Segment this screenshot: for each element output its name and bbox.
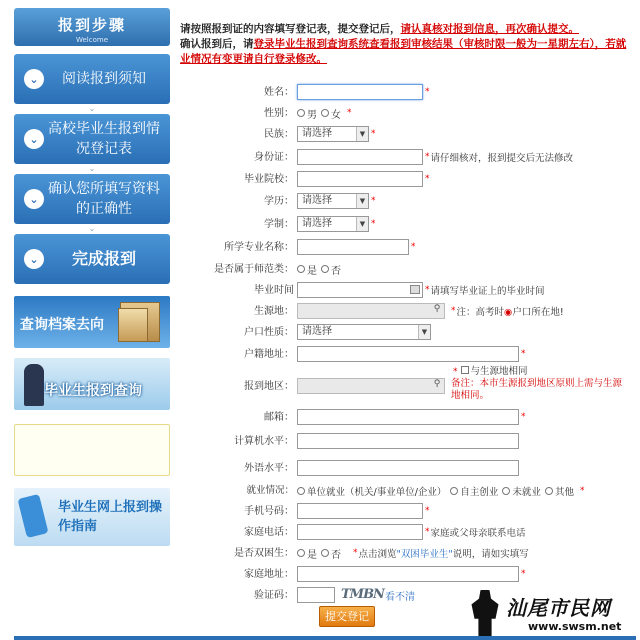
- employment-option-1[interactable]: [297, 484, 446, 498]
- chevron-down-icon: ▼: [356, 127, 368, 141]
- arrow-down-icon: ⌄: [88, 224, 96, 233]
- required-star: *: [425, 174, 430, 184]
- employment-label: 就业情况：: [246, 485, 294, 496]
- step-complete[interactable]: [14, 234, 170, 284]
- row-name: [176, 83, 430, 101]
- required-star: *: [411, 242, 416, 252]
- step-label: 完成报到: [71, 249, 136, 268]
- chevron-down-icon: ▼: [356, 217, 368, 231]
- required-star: *: [425, 285, 430, 295]
- step-label: 阅读报到须知: [62, 71, 146, 87]
- major-label: 所学专业名称：: [224, 242, 294, 253]
- homephone-input[interactable]: [297, 524, 423, 540]
- row-hukou-type: [176, 323, 431, 341]
- emp-opt1-label: 单位就业（机关/事业单位/企业）: [307, 487, 447, 498]
- required-star: *: [371, 196, 376, 206]
- mobile-input[interactable]: [297, 503, 423, 519]
- emp-opt2-label: 自主创业: [460, 487, 499, 498]
- sidebar-header-subtitle: Welcome: [75, 36, 109, 44]
- name-input[interactable]: [297, 84, 423, 100]
- school-input[interactable]: [297, 171, 423, 187]
- chevron-down-icon: ⌄: [24, 189, 44, 209]
- captcha-refresh-link[interactable]: 看不清: [385, 591, 415, 603]
- gender-male-label: 男: [307, 109, 317, 121]
- gradtime-input[interactable]: [297, 282, 423, 298]
- archive-query-banner[interactable]: [14, 296, 170, 348]
- required-star: *: [425, 152, 430, 162]
- row-homephone: [176, 523, 526, 541]
- chevron-down-icon: ⌄: [24, 129, 44, 149]
- required-star: *: [347, 108, 352, 118]
- row-major: [176, 238, 416, 256]
- calendar-icon[interactable]: [410, 285, 420, 294]
- arrow-down-icon: ⌄: [88, 104, 96, 113]
- gender-male-radio[interactable]: [297, 106, 317, 121]
- row-homeaddr: [176, 565, 526, 583]
- select-value: 请选择: [302, 326, 332, 337]
- required-star: *: [425, 506, 430, 516]
- degree-select[interactable]: [297, 193, 369, 209]
- row-idcard: [176, 148, 573, 166]
- search-icon[interactable]: ⚲: [433, 304, 441, 314]
- no-label: 否: [331, 265, 341, 277]
- step-label: 高校毕业生报到情况登记表: [48, 121, 160, 157]
- row-mobile: [176, 502, 430, 520]
- row-postcode: [176, 408, 526, 426]
- row-gender: [176, 104, 352, 122]
- ethnic-select[interactable]: [297, 126, 369, 142]
- idcard-input[interactable]: [297, 149, 423, 165]
- required-star: *: [425, 527, 430, 537]
- chevron-down-icon: ⌄: [24, 69, 44, 89]
- gender-label: 性别：: [264, 108, 294, 119]
- required-star: *: [579, 486, 585, 496]
- select-value: 请选择: [302, 218, 332, 229]
- search-icon[interactable]: ⚲: [433, 379, 441, 389]
- row-ethnic: [176, 125, 376, 143]
- normal-yes-radio[interactable]: [297, 262, 317, 277]
- chevron-down-icon: ⌄: [24, 249, 44, 269]
- same-origin-row: [451, 366, 631, 378]
- school-label: 毕业院校：: [244, 174, 294, 185]
- main-content: [176, 8, 636, 67]
- report-note: 备注：本市生源报到地区原则上需与生源地相同。: [451, 378, 623, 401]
- origin-note-a: 注：高考时: [456, 307, 505, 318]
- gradtime-label: 毕业时间: [254, 285, 294, 296]
- mobile-label: 手机号码：: [244, 506, 294, 517]
- banner-label: 毕业生报到查询: [44, 383, 142, 399]
- bottom-bar: [14, 636, 636, 640]
- guide-banner[interactable]: [14, 488, 170, 546]
- intro-warning: 请认真核对报到信息，再次确认提交。: [400, 23, 579, 35]
- no-label: 否: [331, 549, 341, 561]
- employment-option-3[interactable]: [502, 484, 541, 498]
- same-origin-checkbox[interactable]: [461, 366, 469, 374]
- homephone-label: 家庭电话：: [244, 527, 294, 538]
- employment-option-4[interactable]: [545, 484, 574, 498]
- step-confirm-info[interactable]: [14, 174, 170, 224]
- chevron-down-icon: ▼: [356, 194, 368, 208]
- empty-banner: [14, 424, 170, 476]
- major-input[interactable]: [297, 239, 409, 255]
- required-star: *: [521, 349, 526, 359]
- yes-label: 是: [307, 265, 317, 277]
- employment-option-2[interactable]: [450, 484, 498, 498]
- hardship-yes-radio[interactable]: [297, 546, 317, 561]
- row-language: [176, 459, 519, 477]
- duration-select[interactable]: [297, 216, 369, 232]
- select-value: 请选择: [302, 128, 332, 139]
- row-degree: [176, 192, 376, 210]
- site-watermark: [470, 590, 630, 638]
- ethnic-label: 民族：: [264, 129, 294, 140]
- hukou-addr-label: 户籍地址：: [244, 349, 294, 360]
- archive-box-icon: [118, 308, 148, 342]
- hukou-addr-input[interactable]: [297, 346, 519, 362]
- language-label: 外语水平：: [244, 463, 294, 474]
- row-origin: [176, 302, 564, 320]
- hukou-type-label: 户口性质：: [244, 327, 294, 338]
- report-area-label: 报到地区：: [244, 381, 294, 392]
- origin-note: 注：高考时◉户口所在地!: [456, 307, 564, 318]
- hardship-no-radio[interactable]: [321, 546, 341, 561]
- same-origin-label: 与生源地相同: [470, 366, 528, 377]
- origin-note-b: 户口所在地!: [512, 307, 564, 318]
- idcard-note: 请仔细核对，报到提交后无法修改: [430, 153, 574, 164]
- submit-button[interactable]: 提交登记: [319, 606, 375, 627]
- phone-icon: [17, 494, 48, 538]
- row-normal: [176, 260, 345, 278]
- name-label: 姓名：: [264, 87, 294, 98]
- chevron-down-icon: ▼: [418, 325, 430, 339]
- gender-female-label: 女: [331, 109, 341, 121]
- row-computer: [176, 432, 519, 450]
- row-duration: [176, 215, 376, 233]
- row-employment: [176, 482, 584, 500]
- captcha-label: 验证码：: [254, 590, 294, 601]
- step-registration-form[interactable]: [14, 114, 170, 164]
- intro-line1: 请按照报到证的内容填写登记表，提交登记后，: [180, 23, 401, 35]
- homephone-note: 家庭或父母亲联系电话: [430, 528, 526, 539]
- row-report-area: [176, 377, 445, 395]
- intro-line2: 确认报到后，请: [180, 38, 254, 50]
- arrow-down-icon: ⌄: [88, 164, 96, 173]
- homeaddr-label: 家庭地址：: [244, 569, 294, 580]
- required-star: *: [353, 548, 358, 558]
- row-hukou-addr: [176, 345, 526, 363]
- watermark-url: www.swsm.net: [528, 620, 622, 633]
- required-star: *: [425, 87, 430, 97]
- language-input[interactable]: [297, 460, 519, 476]
- degree-label: 学历：: [264, 196, 294, 207]
- intro-query-link[interactable]: 登录毕业生报到查询系统查看报到审核结果（审核时限一般为一星期左右），若就业情况有变更请自行登录修改。: [180, 38, 627, 65]
- report-query-banner[interactable]: [14, 358, 170, 410]
- idcard-label: 身份证：: [254, 152, 294, 163]
- banner-label: 毕业生网上报到操作指南: [58, 500, 163, 534]
- statue-logo-icon: [470, 590, 500, 638]
- postcode-input[interactable]: [297, 409, 519, 425]
- hardship-note-b: 说明，请如实填写: [452, 549, 529, 560]
- person-icon: [24, 364, 44, 406]
- hardship-note-a: 点击浏览: [358, 549, 397, 560]
- hardship-link[interactable]: "双困毕业生": [396, 549, 453, 560]
- captcha-image[interactable]: TMBN: [341, 587, 384, 602]
- report-area-input[interactable]: [297, 378, 445, 394]
- row-hardship: [176, 544, 529, 562]
- computer-label: 计算机水平：: [234, 436, 294, 447]
- normal-label: 是否属于师范类：: [214, 264, 294, 275]
- sidebar-header-title: 报到步骤: [57, 16, 126, 34]
- origin-label: 生源地：: [254, 306, 294, 317]
- required-star: *: [453, 367, 458, 377]
- duration-label: 学制：: [264, 219, 294, 230]
- row-gradtime: [176, 281, 545, 299]
- banner-label: 查询档案去向: [20, 317, 104, 333]
- origin-input[interactable]: [297, 303, 445, 319]
- required-star: *: [521, 412, 526, 422]
- watermark-title: 汕尾市民网: [506, 596, 611, 620]
- select-value: 请选择: [302, 195, 332, 206]
- required-star: *: [451, 306, 456, 316]
- gradtime-note: 请填写毕业证上的毕业时间: [430, 286, 545, 297]
- hardship-note: [359, 546, 529, 560]
- gender-female-radio[interactable]: [321, 106, 341, 121]
- row-captcha: [176, 586, 415, 604]
- sidebar-header: [14, 8, 170, 46]
- emp-opt4-label: 其他: [554, 487, 574, 498]
- computer-input[interactable]: [297, 433, 519, 449]
- normal-no-radio[interactable]: [321, 262, 341, 277]
- step-label: 确认您所填写资料的正确性: [48, 181, 160, 217]
- required-star: *: [521, 569, 526, 579]
- required-star: *: [371, 219, 376, 229]
- homeaddr-input[interactable]: [297, 566, 519, 582]
- postcode-label: 邮箱：: [264, 412, 294, 423]
- row-school: [176, 170, 430, 188]
- yes-label: 是: [307, 549, 317, 561]
- step-read-notice[interactable]: [14, 54, 170, 104]
- required-star: *: [371, 129, 376, 139]
- emp-opt3-label: 未就业: [512, 487, 541, 498]
- intro-text: [176, 8, 636, 67]
- sidebar: [14, 8, 170, 284]
- hardship-label: 是否双困生：: [234, 548, 294, 559]
- hukou-type-select[interactable]: [297, 324, 431, 340]
- report-area-notes: [451, 366, 631, 402]
- captcha-input[interactable]: [297, 587, 335, 603]
